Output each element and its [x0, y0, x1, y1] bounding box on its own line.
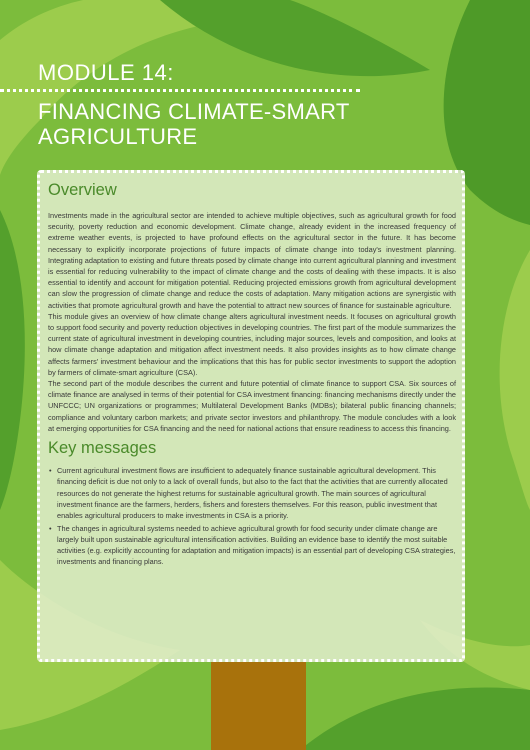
key-messages-list — [48, 465, 456, 568]
module-number: MODULE 14: — [38, 60, 174, 85]
key-message-item — [49, 523, 456, 568]
content-panel — [37, 170, 465, 662]
key-message-text: Current agricultural investment flows are insufficient to adequately finance sustainable agricultural development. This financing deficit is due not only to a lack of overall funds, but also to the fact that the activities that are currently allocated resources do not generate the highest returns for sustainable agricultural growth. The main sources of agricultural investment finance are the farmers, herders, fishers and foresters themselves. For this reason, public investment that enables agricultural producers to make investments in CSA is a priority. — [57, 466, 448, 521]
key-message-item — [49, 465, 456, 521]
bullet-icon: • — [49, 523, 52, 533]
module-title: FINANCING CLIMATE-SMART AGRICULTURE — [38, 99, 350, 149]
key-message-text: The changes in agricultural systems needed to achieve agricultural growth for food security under climate change are largely built upon sustainable agricultural intensification activities. Building an evidence base to identify the most suitable activities (e.g. explicitly accounting for adaptation and mitigation impacts) is an essential part of developing CSA strategies, investments and financing plans. — [57, 523, 456, 567]
bullet-icon: • — [49, 466, 52, 476]
dotted-divider — [0, 89, 360, 96]
overview-paragraph: This module gives an overview of how climate change alters agricultural investment needs. It focuses on agricultural growth to support food security and poverty reduction objectives in developing countries. The first part of the module summarizes the current state of agricultural investment in developing countries, including major sources, levels and composition, and looks at how climate change adaptation and mitigation affect investment needs. It also provides insights as to how climate change affects farmers' investment behaviour and the implications that this has for public sector investments to support the adoption by farmers of climate-smart agriculture (CSA). — [48, 311, 456, 377]
overview-paragraph: Investments made in the agricultural sector are intended to achieve multiple objectives, such as agricultural growth for food security, poverty reduction and economic development. Climate change, already evident in the increased frequency of extreme weather events, is projected to have profound effects on the agricultural sector in the future. It has become necessary to explicitly incorporate projections of future impacts of climate change into today's investment planning. Integrating adaptation to existing and future threats posed by climate change into current agricultural planning and investment is essential for reducing vulnerability to the impact of climate change and the costs of dealing with these impacts. It is also essential to identify and account for mitigation potential. Reducing projected emissions growth from agricultural development can slow the progression of climate change and reduce the costs of adaptation. Many mitigation actions are synergistic with activities that promote agricultural growth and have the potential to attract new sources of finance for sustainable agriculture. — [48, 211, 456, 310]
tree-trunk — [211, 662, 306, 750]
overview-heading: Overview — [48, 181, 117, 199]
overview-paragraph: The second part of the module describes the current and future potential of climate finance to support CSA. Six sources of climate finance are analysed in terms of their potential for CSA investment financing: financing mechanisms directly under the UNFCCC; UN organizations or programmes; Multilateral Development Banks (MDBs); bilateral public financing channels; compliance and voluntary carbon markets; and private sector investors and philanthropy. The module concludes with a look at emerging opportunities for CSA financing and the need for national actions that ensure readiness to access this financing. — [48, 379, 456, 433]
key-messages-heading: Key messages — [48, 439, 157, 458]
